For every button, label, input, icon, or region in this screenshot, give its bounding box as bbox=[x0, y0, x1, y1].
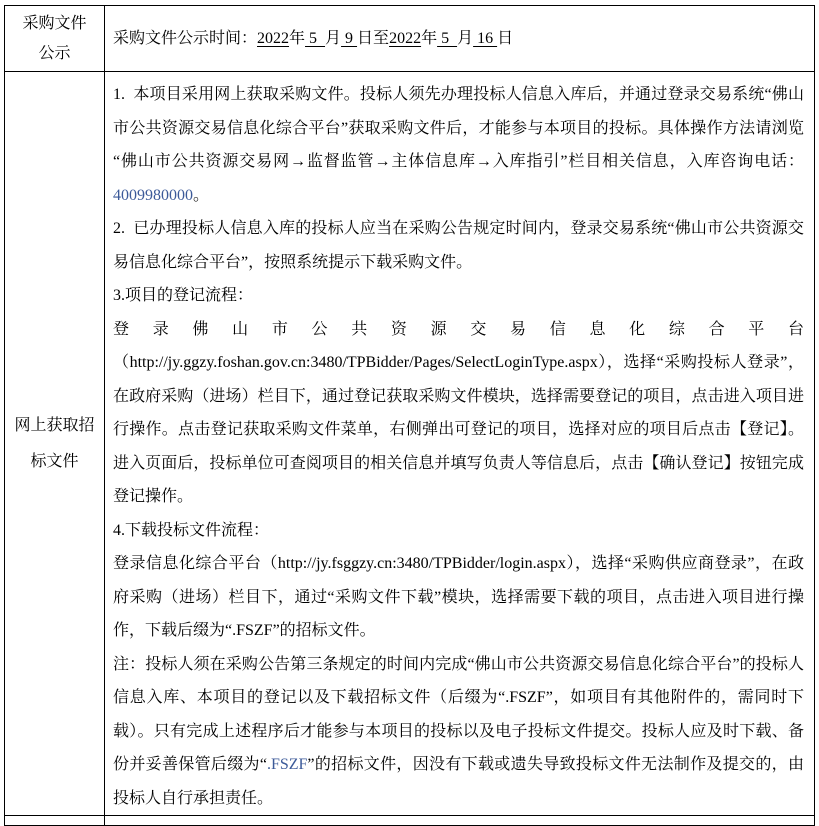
date-blank-value: 5 bbox=[437, 29, 458, 47]
table-row-announcement bbox=[5, 6, 815, 72]
paragraph bbox=[113, 547, 804, 648]
date-label-text: 日 bbox=[497, 29, 514, 47]
paragraph bbox=[113, 313, 804, 514]
text-run: 登录佛山市公共资源交易信息化综合平台（ bbox=[113, 320, 804, 371]
announcement-date-line bbox=[113, 27, 804, 51]
text-run: ），选择“采购投标人登录”，在政府采购（进场）栏目下，通过登记获取采购文件模块，选择需要登记的项目，点击进入项目进行操作。点击登记获取采购文件菜单，右侧弹出可登记的项目，选择对应的项目后点击【登记】。进入页面后，投标单位可查阅项目的相关信息并填写负责人等信息后，点击【确认登记】按钮完成登记操作。 bbox=[113, 354, 804, 505]
table-row-obtain-documents bbox=[5, 72, 815, 816]
partial-header-cell bbox=[5, 816, 105, 826]
url-text: http://jy.ggzy.foshan.gov.cn:3480/TPBidder/Pages/SelectLoginType.aspx bbox=[129, 354, 598, 371]
row-header-online-obtain bbox=[5, 72, 105, 816]
row-header-announcement bbox=[5, 6, 105, 72]
highlighted-text: .FSZF bbox=[266, 756, 308, 773]
text-run: 登录信息化综合平台（ bbox=[113, 555, 278, 572]
date-blank-value: 2022 bbox=[389, 29, 422, 47]
text-run: 3.项目的登记流程： bbox=[113, 287, 254, 304]
date-label-text: 月 bbox=[325, 29, 342, 47]
row-header-line: 标文件 bbox=[30, 452, 79, 470]
row-header-line: 采购文件 bbox=[22, 14, 87, 32]
instructions-cell bbox=[105, 72, 815, 816]
partial-content-cell bbox=[105, 816, 815, 826]
date-label-text: 月 bbox=[457, 29, 474, 47]
content-paragraphs bbox=[113, 78, 804, 815]
text-run: 注：投标人须在采购公告第三条规定的时间内完成“佛山市公共资源交易信息化综合平台”的投标人信息入库、本项目的登记以及下载招标文件（后缀为“.FSZF”，如项目有其他附件的，需同时下载）。只有完成上述程序后才能参与本项目的投标以及电子投标文件提交。投标人应及时下载、备份并妥善保管后缀为“ bbox=[113, 655, 804, 773]
paragraph bbox=[113, 514, 804, 548]
text-run: 1. 本项目采用网上获取采购文件。投标人须先办理投标人信息入库后，并通过登录交易系统“佛山市公共资源交易信息化综合平台”获取采购文件后，才能参与本项目的投标。具体操作方法请浏览“佛山市公共资源交易网→监督监管→主体信息库→入库指引”栏目相关信息，入库咨询电话： bbox=[113, 86, 804, 170]
announcement-period-cell bbox=[105, 6, 815, 72]
row-header-line: 网上获取招 bbox=[14, 416, 95, 434]
date-blank-value: 16 bbox=[473, 29, 498, 47]
text-run: ”的招标文件，因没有下载或遗失导致投标文件无法制作及提交的，由投标人自行承担责任。 bbox=[113, 756, 804, 807]
table-row-partial bbox=[5, 816, 815, 826]
date-label-text: 年 bbox=[289, 29, 306, 47]
date-blank-value: 9 bbox=[341, 29, 358, 47]
date-label-text: 年 bbox=[421, 29, 438, 47]
date-label-text: 日至 bbox=[357, 29, 390, 47]
text-run: 2. 已办理投标人信息入库的投标人应当在采购公告规定时间内，登录交易系统“佛山市公共资源交易信息化综合平台”，按照系统提示下载采购文件。 bbox=[113, 220, 804, 271]
row-header-line: 公示 bbox=[38, 44, 71, 62]
text-run: 4.下载投标文件流程： bbox=[113, 521, 270, 539]
date-label-text: 采购文件公示时间： bbox=[113, 29, 258, 47]
date-blank-value: 5 bbox=[305, 29, 326, 47]
paragraph bbox=[113, 212, 804, 279]
text-run: 。 bbox=[193, 186, 210, 204]
procurement-table bbox=[4, 5, 815, 826]
paragraph bbox=[113, 279, 804, 313]
date-blank-value: 2022 bbox=[257, 29, 290, 47]
url-text: http://jy.fsggzy.cn:3480/TPBidder/login.aspx bbox=[277, 555, 566, 572]
paragraph bbox=[113, 78, 804, 212]
paragraph bbox=[113, 648, 804, 816]
text-run: ），选择“采购供应商登录”，在政府采购（进场）栏目下，通过“采购文件下载”模块，选择需要下载的项目，点击进入项目进行操作，下载后缀为“.FSZF”的招标文件。 bbox=[113, 555, 804, 639]
highlighted-text: 4009980000 bbox=[113, 186, 193, 204]
